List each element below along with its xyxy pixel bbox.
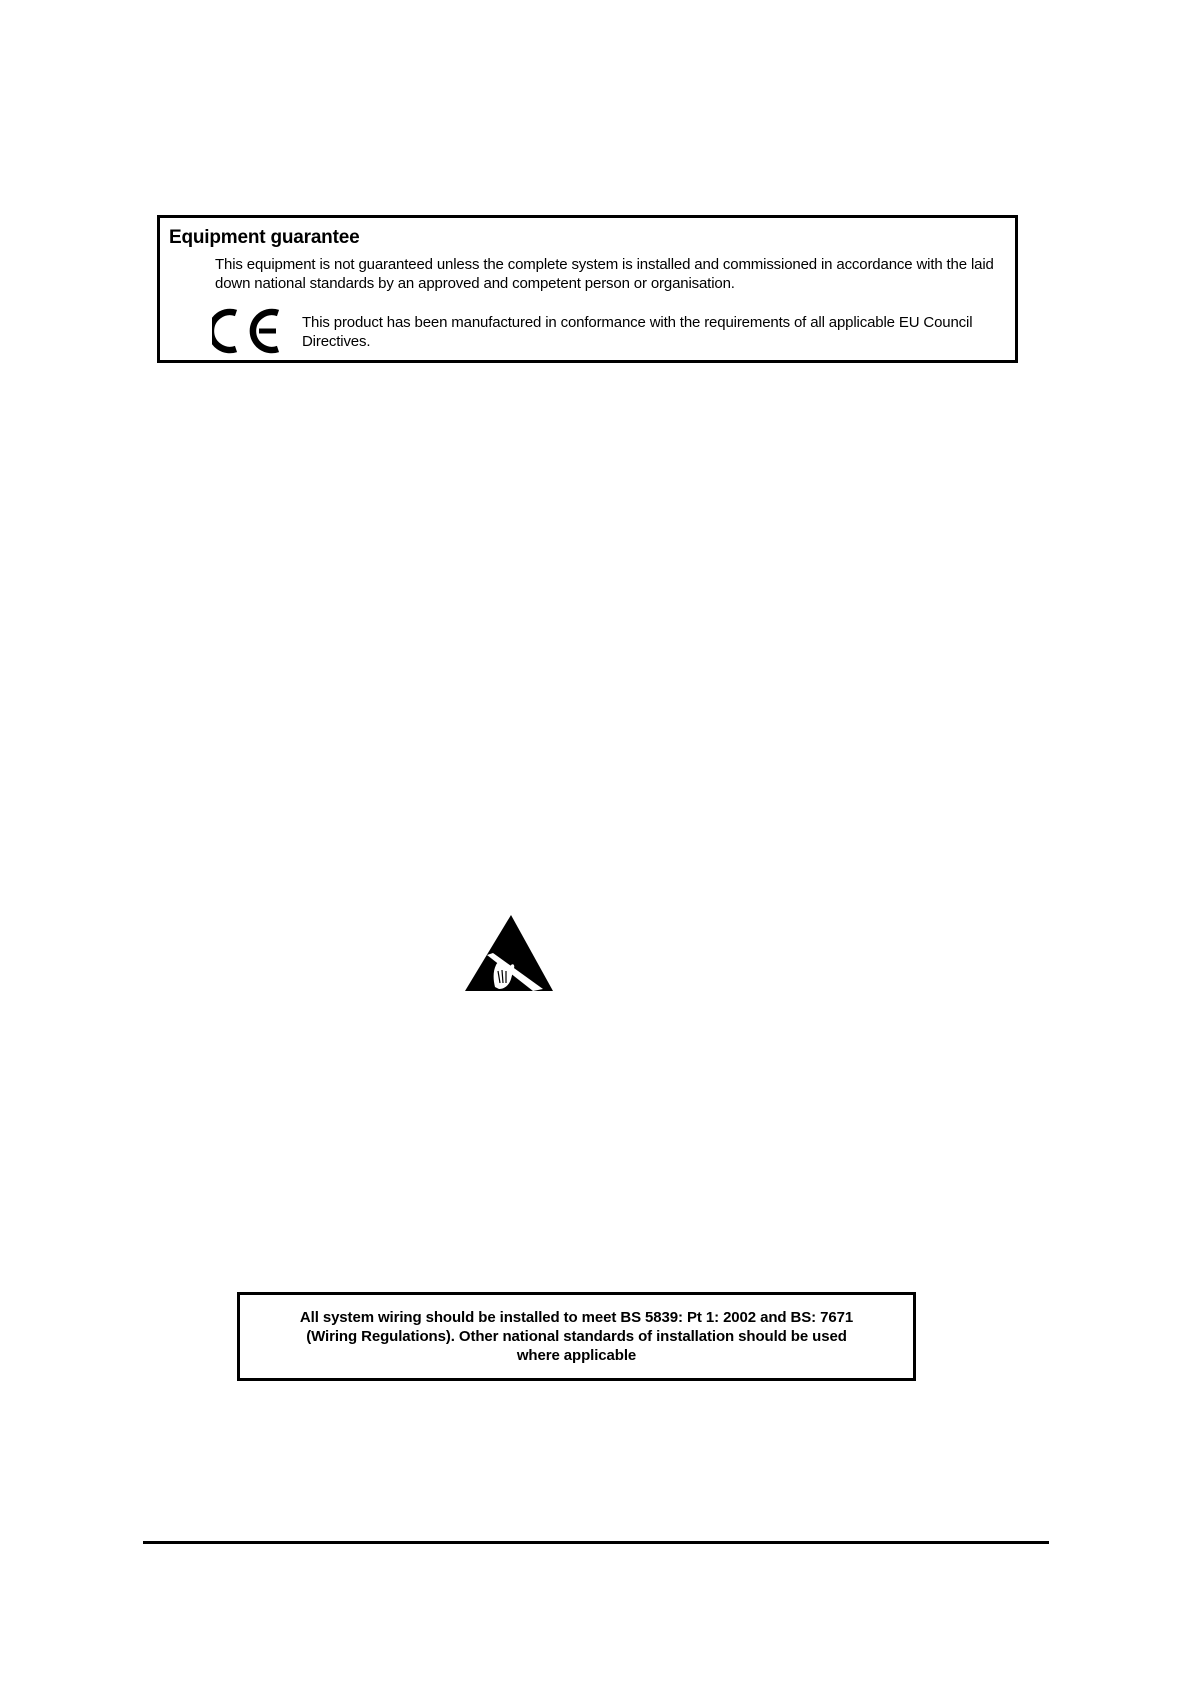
guarantee-title: Equipment guarantee (169, 227, 360, 248)
footer-divider (143, 1541, 1049, 1544)
guarantee-text: This equipment is not guaranteed unless the complete system is installed and commissioned in accordance with the laid down national standards by an approved and competent person or organisation. (215, 256, 994, 292)
wiring-standards-box (237, 1292, 916, 1381)
esd-warning-icon (465, 913, 553, 991)
wiring-standards-text: All system wiring should be installed to meet BS 5839: Pt 1: 2002 and BS: 7671 (Wiring Regulations). Other national standards of installation should be used where applicable (299, 1309, 854, 1364)
ce-conformance-text: This product has been manufactured in conformance with the requirements of all applicable EU Council Directives. (302, 314, 973, 350)
ce-mark-icon (212, 308, 280, 354)
equipment-guarantee-box (157, 215, 1018, 363)
